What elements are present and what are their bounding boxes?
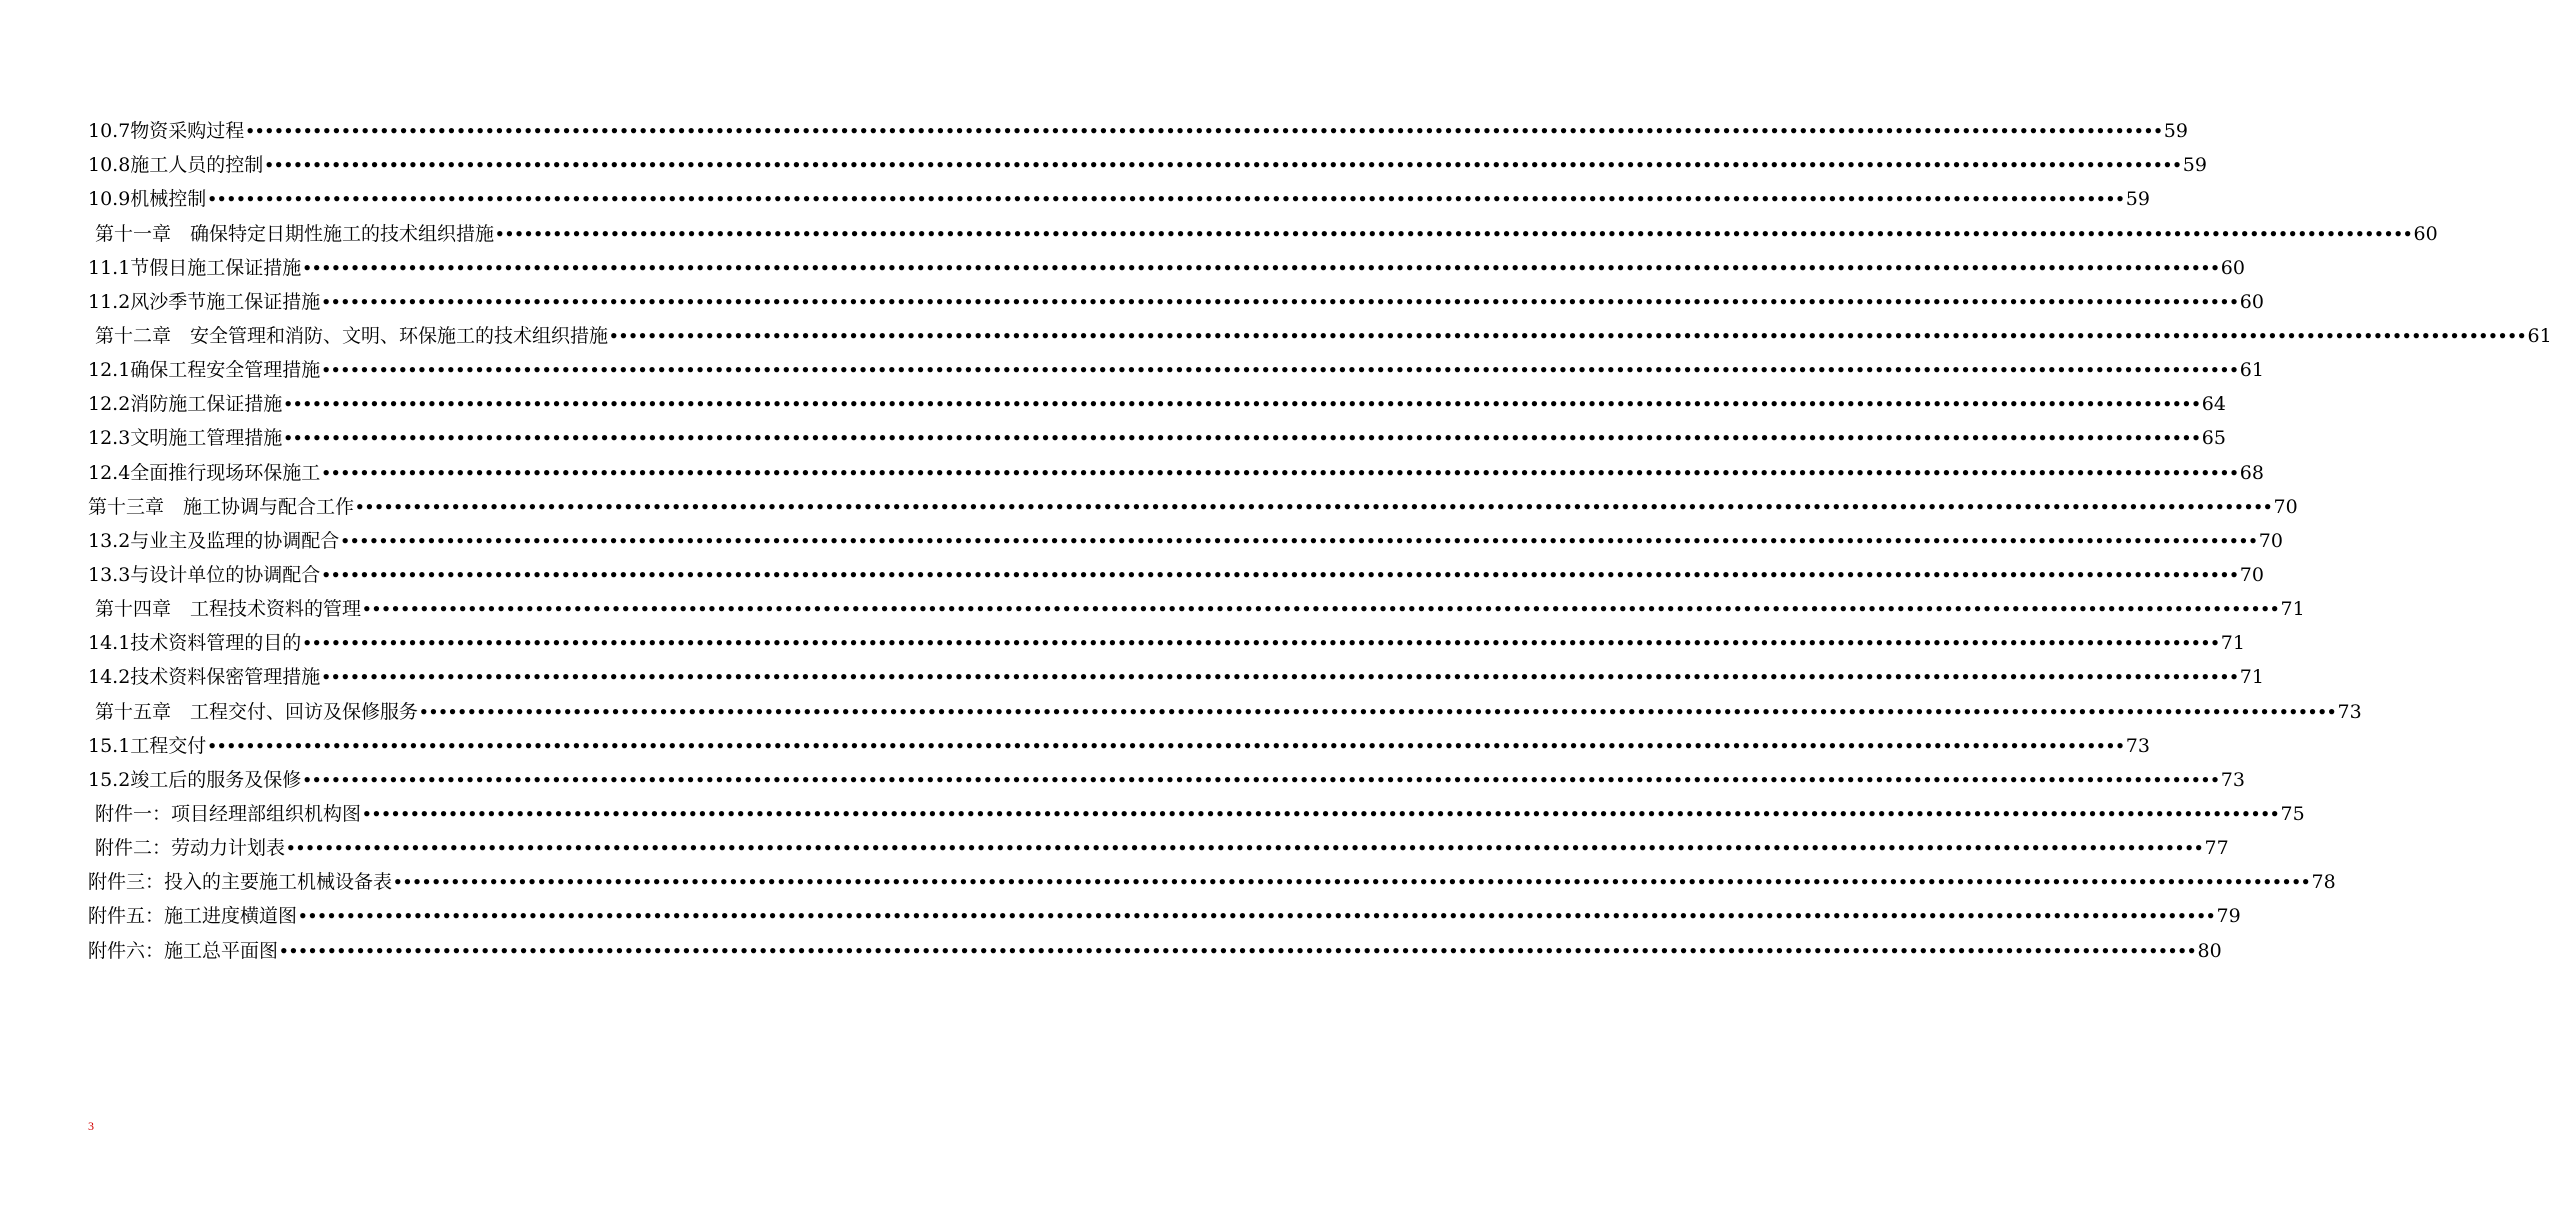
toc-entry-title: 14.1技术资料管理的目的 [88,632,302,655]
toc-dot-leader: •••••••••••••••••••••••••••••••••••••••••••••••••••••••••••••••••••••••••••••••••••••••••••••••••••••••••••••••••••••••••••••••••••••••••••••••••••••••••••••••••••••••••••••••••••••••••••••••••••••••• [321,463,2239,482]
toc-entry-page: 60 [2413,222,2438,245]
toc-dot-leader: •••••••••••••••••••••••••••••••••••••••••••••••••••••••••••••••••••••••••••••••••••••••••••••••••••••••••••••••••••••••••••••••••••••••••••••••••••••••••••••••••••••••••••••••••••••••••••••••••••••••• [340,531,2258,550]
toc-entry-title: 11.2风沙季节施工保证措施 [88,290,321,313]
toc-entry-title: 第十一章 确保特定日期性施工的技术组织措施 [95,222,495,245]
toc-dot-leader: •••••••••••••••••••••••••••••••••••••••••••••••••••••••••••••••••••••••••••••••••••••••••••••••••••••••••••••••••••••••••••••••••••••••••••••••••••••••••••••••••••••••••••••••••••••••••••••••••••••••• [207,736,2125,755]
toc-entry-title: 附件三：投入的主要施工机械设备表 [88,871,393,894]
toc-dot-leader: •••••••••••••••••••••••••••••••••••••••••••••••••••••••••••••••••••••••••••••••••••••••••••••••••••••••••••••••••••••••••••••••••••••••••••••••••••••••••••••••••••••••••••••••••••••••••••••••••••••••• [321,565,2239,584]
toc-dot-leader: •••••••••••••••••••••••••••••••••••••••••••••••••••••••••••••••••••••••••••••••••••••••••••••••••••••••••••••••••••••••••••••••••••••••••••••••••••••••••••••••••••••••••••••••••••••••••••••••••••••••• [302,258,2220,277]
toc-entry[interactable] [88,763,2245,797]
toc-entry[interactable] [88,387,2226,421]
toc-entry-title: 第十二章 安全管理和消防、文明、环保施工的技术组织措施 [95,324,609,347]
toc-entry-page: 73 [2220,768,2245,791]
toc-entry[interactable] [88,353,2264,387]
toc-entry[interactable] [88,797,2305,831]
toc-entry-title: 14.2技术资料保密管理措施 [88,666,321,689]
toc-dot-leader: •••••••••••••••••••••••••••••••••••••••••••••••••••••••••••••••••••••••••••••••••••••••••••••••••••••••••••••••••••••••••••••••••••••••••••••••••••••••••••••••••••••••••••••••••••••••••••••••••••••••• [298,907,2216,926]
toc-entry[interactable] [88,831,2229,865]
toc-entry[interactable] [88,114,2188,148]
toc-entry-page: 64 [2201,393,2226,416]
toc-entry-title: 15.1工程交付 [88,734,207,757]
toc-dot-leader: •••••••••••••••••••••••••••••••••••••••••••••••••••••••••••••••••••••••••••••••••••••••••••••••••••••••••••••••••••••••••••••••••••••••••••••••••••••••••••••••••••••••••••••••••••••••••••••••••••••••• [302,634,2220,653]
page-number: 3 [88,1119,94,1133]
toc-entry-page: 79 [2216,905,2241,928]
toc-entry-page: 73 [2125,734,2150,757]
toc-entry[interactable] [88,933,2222,967]
toc-dot-leader: •••••••••••••••••••••••••••••••••••••••••••••••••••••••••••••••••••••••••••••••••••••••••••••••••••••••••••••••••••••••••••••••••••••••••••••••••••••••••••••••••••••••••••••••••••••••••••••••••••••••• [362,804,2280,823]
toc-dot-leader: •••••••••••••••••••••••••••••••••••••••••••••••••••••••••••••••••••••••••••••••••••••••••••••••••••••••••••••••••••••••••••••••••••••••••••••••••••••••••••••••••••••••••••••••••••••••••••••••••••••••• [283,395,2201,414]
toc-entry[interactable] [88,729,2150,763]
toc-entry-page: 71 [2220,632,2245,655]
toc-entry[interactable] [88,524,2283,558]
toc-dot-leader: •••••••••••••••••••••••••••••••••••••••••••••••••••••••••••••••••••••••••••••••••••••••••••••••••••••••••••••••••••••••••••••••••••••••••••••••••••••••••••••••••••••••••••••••••••••••••••••••••••••••• [279,941,2197,960]
toc-entry-page: 71 [2239,666,2264,689]
toc-dot-leader: •••••••••••••••••••••••••••••••••••••••••••••••••••••••••••••••••••••••••••••••••••••••••••••••••••••••••••••••••••••••••••••••••••••••••••••••••••••••••••••••••••••••••••••••••••••••••••••••••••••••• [283,429,2201,448]
toc-entry-page: 59 [2182,154,2207,177]
toc-entry-title: 12.2消防施工保证措施 [88,393,283,416]
toc-entry[interactable] [88,216,2438,250]
toc-entry-title: 12.3文明施工管理措施 [88,427,283,450]
toc-entry[interactable] [88,148,2207,182]
toc-entry-page: 77 [2204,837,2229,860]
toc-dot-leader: •••••••••••••••••••••••••••••••••••••••••••••••••••••••••••••••••••••••••••••••••••••••••••••••••••••••••••••••••••••••••••••••••••••••••••••••••••••••••••••••••••••••••••••••••••••••••••••••••••••••• [302,770,2220,789]
toc-entry[interactable] [88,490,2298,524]
toc-entry-page: 59 [2125,188,2150,211]
toc-entry-title: 第十四章 工程技术资料的管理 [95,598,362,621]
toc-entry-page: 70 [2239,563,2264,586]
toc-dot-leader: •••••••••••••••••••••••••••••••••••••••••••••••••••••••••••••••••••••••••••••••••••••••••••••••••••••••••••••••••••••••••••••••••••••••••••••••••••••••••••••••••••••••••••••••••••••••••••••••••••••••• [321,292,2239,311]
toc-entry-page: 70 [2273,495,2298,518]
toc-entry[interactable] [88,421,2226,455]
toc-entry-page: 60 [2239,290,2264,313]
toc-dot-leader: •••••••••••••••••••••••••••••••••••••••••••••••••••••••••••••••••••••••••••••••••••••••••••••••••••••••••••••••••••••••••••••••••••••••••••••••••••••••••••••••••••••••••••••••••••••••••••••••••••••••• [495,224,2413,243]
toc-entry-page: 61 [2239,359,2264,382]
toc-dot-leader: •••••••••••••••••••••••••••••••••••••••••••••••••••••••••••••••••••••••••••••••••••••••••••••••••••••••••••••••••••••••••••••••••••••••••••••••••••••••••••••••••••••••••••••••••••••••••••••••••••••••• [609,326,2527,345]
toc-entry-page: 60 [2220,256,2245,279]
toc-entry-title: 15.2竣工后的服务及保修 [88,768,302,791]
toc-entry[interactable] [88,592,2305,626]
toc-entry-page: 73 [2337,700,2362,723]
toc-dot-leader: •••••••••••••••••••••••••••••••••••••••••••••••••••••••••••••••••••••••••••••••••••••••••••••••••••••••••••••••••••••••••••••••••••••••••••••••••••••••••••••••••••••••••••••••••••••••••••••••••••••••• [286,839,2204,858]
toc-entry-title: 11.1节假日施工保证措施 [88,256,302,279]
toc-entry-title: 附件二：劳动力计划表 [95,837,286,860]
toc-entry[interactable] [88,899,2241,933]
toc-entry-page: 71 [2280,598,2305,621]
toc-entry-page: 80 [2197,939,2222,962]
toc-entry[interactable] [88,251,2245,285]
toc-entry-title: 10.7物资采购过程 [88,120,245,143]
toc-dot-leader: •••••••••••••••••••••••••••••••••••••••••••••••••••••••••••••••••••••••••••••••••••••••••••••••••••••••••••••••••••••••••••••••••••••••••••••••••••••••••••••••••••••••••••••••••••••••••••••••••••••••• [419,702,2337,721]
toc-entry-page: 70 [2258,529,2283,552]
toc-entry-title: 13.3与设计单位的协调配合 [88,563,321,586]
toc-entry-title: 附件五：施工进度横道图 [88,905,298,928]
toc-entry-page: 78 [2311,871,2336,894]
toc-entry-title: 附件一：项目经理部组织机构图 [95,802,362,825]
toc-entry-title: 12.4全面推行现场环保施工 [88,461,321,484]
toc-entry-title: 10.9机械控制 [88,188,207,211]
toc-entry[interactable] [88,319,2552,353]
toc-entry[interactable] [88,558,2264,592]
toc-dot-leader: •••••••••••••••••••••••••••••••••••••••••••••••••••••••••••••••••••••••••••••••••••••••••••••••••••••••••••••••••••••••••••••••••••••••••••••••••••••••••••••••••••••••••••••••••••••••••••••••••••••••• [321,361,2239,380]
toc-dot-leader: •••••••••••••••••••••••••••••••••••••••••••••••••••••••••••••••••••••••••••••••••••••••••••••••••••••••••••••••••••••••••••••••••••••••••••••••••••••••••••••••••••••••••••••••••••••••••••••••••••••••• [264,156,2182,175]
toc-entry[interactable] [88,865,2336,899]
toc-dot-leader: •••••••••••••••••••••••••••••••••••••••••••••••••••••••••••••••••••••••••••••••••••••••••••••••••••••••••••••••••••••••••••••••••••••••••••••••••••••••••••••••••••••••••••••••••••••••••••••••••••••••• [393,873,2311,892]
toc-entry-page: 68 [2239,461,2264,484]
toc-entry-title: 第十三章 施工协调与配合工作 [88,495,355,518]
toc-dot-leader: •••••••••••••••••••••••••••••••••••••••••••••••••••••••••••••••••••••••••••••••••••••••••••••••••••••••••••••••••••••••••••••••••••••••••••••••••••••••••••••••••••••••••••••••••••••••••••••••••••••••• [207,190,2125,209]
toc-entry[interactable] [88,455,2264,489]
toc-entry[interactable] [88,182,2150,216]
toc-entry[interactable] [88,660,2264,694]
toc-dot-leader: •••••••••••••••••••••••••••••••••••••••••••••••••••••••••••••••••••••••••••••••••••••••••••••••••••••••••••••••••••••••••••••••••••••••••••••••••••••••••••••••••••••••••••••••••••••••••••••••••••••••• [321,668,2239,687]
toc-dot-leader: •••••••••••••••••••••••••••••••••••••••••••••••••••••••••••••••••••••••••••••••••••••••••••••••••••••••••••••••••••••••••••••••••••••••••••••••••••••••••••••••••••••••••••••••••••••••••••••••••••••••• [245,122,2163,141]
toc-entry[interactable] [88,285,2264,319]
toc-dot-leader: •••••••••••••••••••••••••••••••••••••••••••••••••••••••••••••••••••••••••••••••••••••••••••••••••••••••••••••••••••••••••••••••••••••••••••••••••••••••••••••••••••••••••••••••••••••••••••••••••••••••• [362,600,2280,619]
toc-entry-page: 65 [2201,427,2226,450]
toc-entry-title: 附件六：施工总平面图 [88,939,279,962]
toc-entry-title: 10.8施工人员的控制 [88,154,264,177]
toc-entry-title: 12.1确保工程安全管理措施 [88,359,321,382]
toc-dot-leader: •••••••••••••••••••••••••••••••••••••••••••••••••••••••••••••••••••••••••••••••••••••••••••••••••••••••••••••••••••••••••••••••••••••••••••••••••••••••••••••••••••••••••••••••••••••••••••••••••••••••• [355,497,2273,516]
toc-entry-title: 第十五章 工程交付、回访及保修服务 [95,700,419,723]
toc-entry-title: 13.2与业主及监理的协调配合 [88,529,340,552]
toc-entry-page: 75 [2280,802,2305,825]
toc-entry[interactable] [88,626,2245,660]
toc-entry-page: 59 [2163,120,2188,143]
toc-entry[interactable] [88,694,2362,728]
toc-entry-page: 61 [2527,324,2552,347]
table-of-contents [88,114,2552,968]
